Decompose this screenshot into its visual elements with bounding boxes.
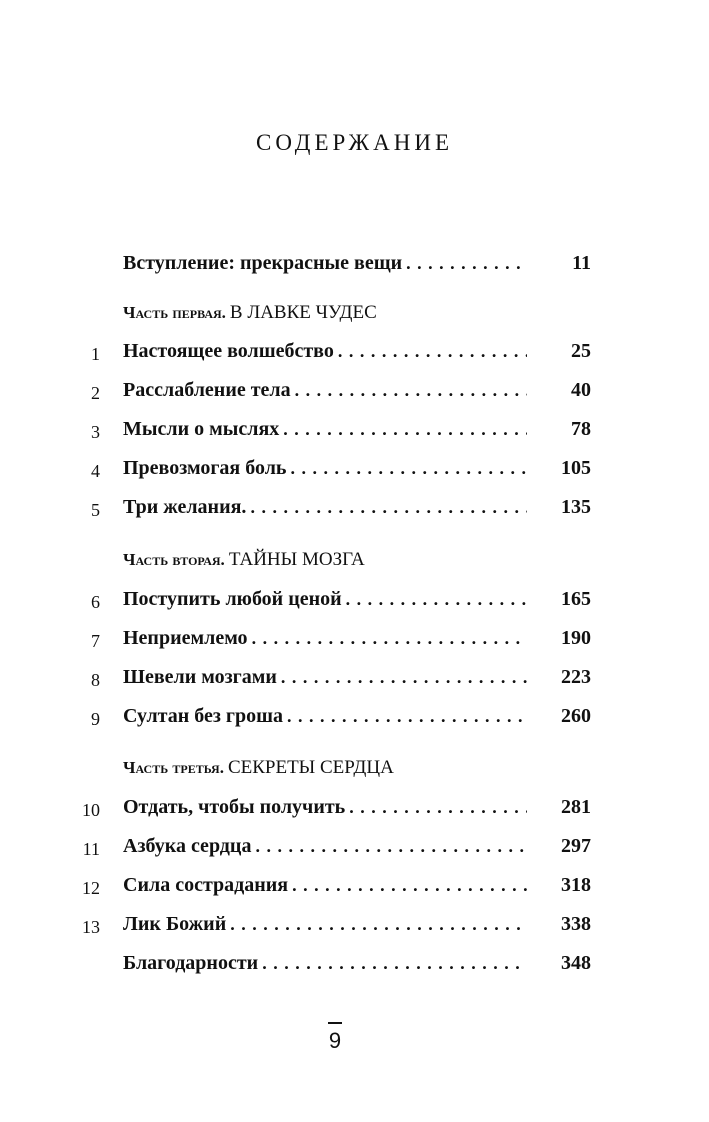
entry-title: Расслабление тела [123,379,291,401]
chapter-number: 13 [82,917,100,937]
toc-entry-chapter-7[interactable] [0,627,709,657]
part-prefix: Часть вторая. [123,550,225,569]
chapter-number: 2 [91,383,100,403]
toc-entry-chapter-5[interactable] [0,496,709,526]
toc-entry-chapter-1[interactable] [0,340,709,370]
page-number: 260 [527,705,591,728]
page-number: 135 [527,496,591,519]
part-name: В ЛАВКЕ ЧУДЕС [229,302,377,323]
entry-line [123,418,591,441]
entry-line [123,252,591,275]
entry-line [123,588,591,611]
toc-entry-chapter-8[interactable] [0,666,709,696]
entry-line [123,705,591,728]
entry-line [123,496,591,519]
part-heading-1 [123,302,377,324]
page-number: 78 [527,418,591,441]
part-prefix: Часть первая. [123,303,226,322]
toc-entry-chapter-13[interactable] [0,913,709,943]
toc-entry-acknowledgements[interactable] [0,952,709,982]
page-number: 11 [527,252,591,275]
chapter-number: 4 [91,461,100,481]
toc-entry-chapter-6[interactable] [0,588,709,618]
entry-title: Превозмогая боль [123,457,287,479]
entry-title: Вступление: прекрасные вещи [123,252,403,274]
page-number: 190 [527,627,591,650]
toc-entry-chapter-2[interactable] [0,379,709,409]
entry-line [123,835,591,858]
toc-entry-chapter-11[interactable] [0,835,709,865]
entry-line [123,340,591,363]
page-number: 165 [527,588,591,611]
chapter-number: 8 [91,670,100,690]
page-number: 105 [527,457,591,480]
entry-title: Благодарности [123,952,259,974]
page-number: 281 [527,796,591,819]
entry-title: Отдать, чтобы получить [123,796,346,818]
page-number: 338 [527,913,591,936]
part-heading-3 [123,757,394,779]
folio-page-number: 9 [328,1028,342,1053]
chapter-number: 5 [91,500,100,520]
entry-line [123,379,591,402]
chapter-number: 1 [91,344,100,364]
toc-entry-intro[interactable] [0,252,709,282]
page-number: 40 [527,379,591,402]
part-heading-2 [123,549,365,571]
entry-title: Султан без гроша [123,705,283,727]
entry-title: Лик Божий [123,913,227,935]
chapter-number: 3 [91,422,100,442]
entry-title: Азбука сердца [123,835,252,857]
entry-line [123,874,591,897]
toc-entry-chapter-9[interactable] [0,705,709,735]
entry-title: Настоящее волшебство [123,340,334,362]
entry-title: Шевели мозгами [123,666,277,688]
chapter-number: 11 [82,839,100,859]
page-number: 318 [527,874,591,897]
toc-entry-chapter-3[interactable] [0,418,709,448]
chapter-number: 10 [82,800,100,820]
toc-entry-chapter-4[interactable] [0,457,709,487]
chapter-number: 6 [91,592,100,612]
page-title: СОДЕРЖАНИЕ [255,130,453,155]
chapter-number: 12 [82,878,100,898]
chapter-number: 9 [91,709,100,729]
entry-title: Поступить любой ценой [123,588,342,610]
page-number: 223 [527,666,591,689]
entry-title: Мысли о мыслях [123,418,280,440]
page-number: 348 [527,952,591,975]
chapter-number: 7 [91,631,100,651]
toc-entry-chapter-12[interactable] [0,874,709,904]
toc-entry-chapter-10[interactable] [0,796,709,826]
entry-line [123,913,591,936]
entry-title: Сила сострадания [123,874,289,896]
part-prefix: Часть третья. [123,758,224,777]
entry-line [123,952,591,975]
page-number: 25 [527,340,591,363]
entry-title: Неприемлемо [123,627,248,649]
entry-line [123,627,591,650]
part-name: ТАЙНЫ МОЗГА [228,549,365,570]
entry-line [123,666,591,689]
entry-line [123,457,591,480]
folio-rule [328,1022,342,1024]
entry-title: Три желания. [123,496,247,518]
entry-line [123,796,591,819]
part-name: СЕКРЕТЫ СЕРДЦА [227,757,394,778]
page-number: 297 [527,835,591,858]
